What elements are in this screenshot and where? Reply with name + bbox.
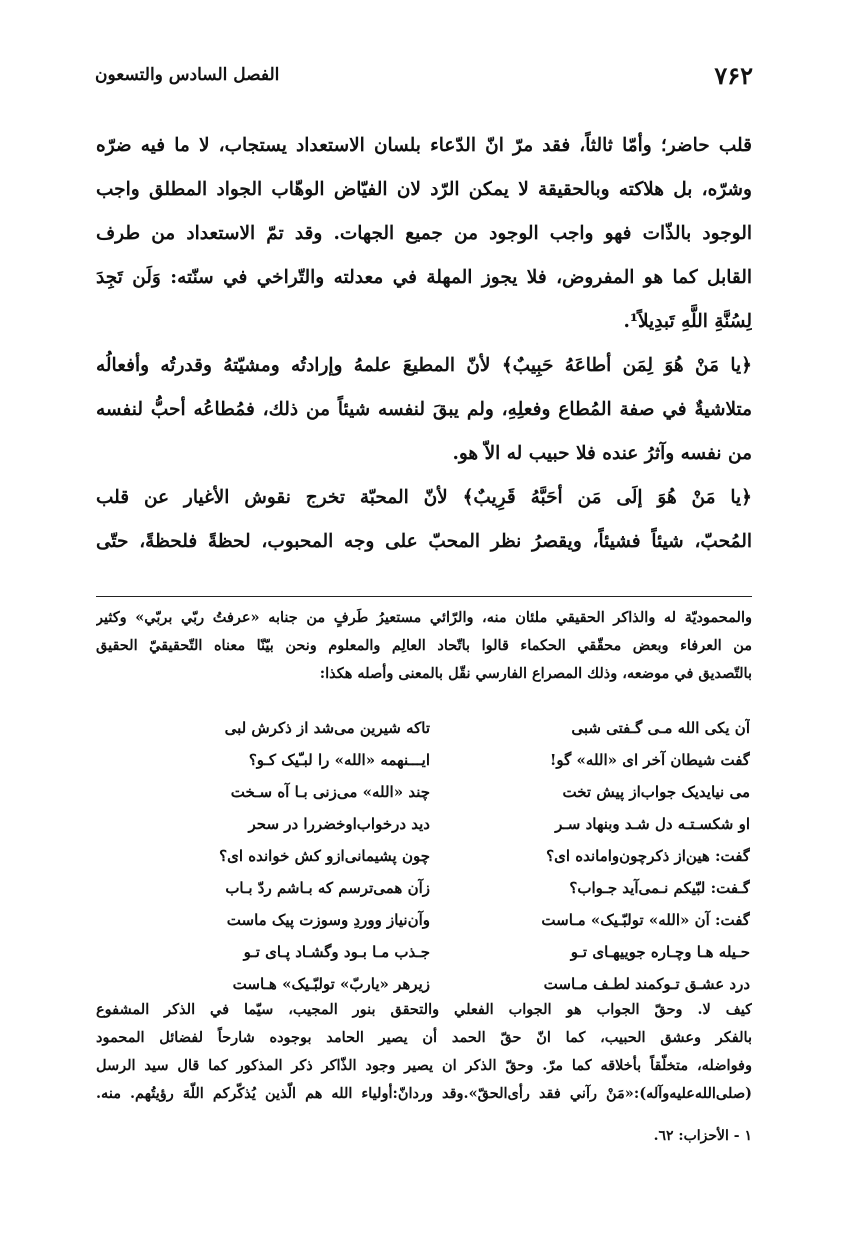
- poem-couplet: [170, 808, 750, 840]
- hemistich-second: دید درخواب‌اوخضر‌را در سحر: [248, 815, 430, 833]
- text-line: ﴿يا مَنْ هُوَ لِمَن أطاعَهُ حَبِيبٌ﴾ لأنّ المطيعَ علمهُ وإرادتُه ومشيّتهُ وقدرتُه وأفعالُه: [96, 355, 752, 376]
- text-line: قلب حاضر؛ وأمّا ثالثاً، فقد مرّ انّ الدّعاء بلسان الاستعداد يستجاب، لا ما فيه ضرّه: [96, 135, 752, 156]
- text-line: المُحبّ، شيئاً فشيئاً، ويقصرُ نظر المحبّ على وجه المحبوب، لحظةً فلحظةً، حتّى: [96, 531, 752, 552]
- page-number: ۷۶۲: [714, 60, 753, 90]
- poem-couplet: [170, 936, 750, 968]
- page-header: [95, 58, 753, 92]
- note-line: وفواضله، متخلّقاً بأخلاقه كما مرّ. وحقّ الذكر ان يصير وجود الذّاكر ذكر المذكور كما قال سيد الرسل: [96, 1057, 752, 1074]
- hemistich-second: تاکه شیرین می‌شد از ذکرش لبی: [224, 719, 430, 737]
- hemistich-first: درد عشـق تـوکمند لطـف مـاست: [543, 975, 750, 993]
- note-line: (صلى‌الله‌عليه‌وآله):«مَنْ رآني فقد رأى‌الحقّ».وقد وردانّ:أولياء الله هم الّذين يُذكّركم اللّهَ رؤيتُهم. منه.: [96, 1085, 752, 1102]
- hemistich-first: گفت: هین‌از ذکرچون‌وامانده ای؟: [546, 847, 750, 865]
- hemistich-second: چون پشیمانی‌ازو کش خوانده ای؟: [219, 847, 430, 865]
- hemistich-first: می نیایدیک جواب‌از پیش تخت: [562, 783, 750, 801]
- poem-couplet: [170, 744, 750, 776]
- poem-couplet: [170, 712, 750, 744]
- hemistich-second: زآن همی‌ترسم که بـاشم ردّ بـاب: [225, 879, 430, 897]
- text-line: القابل كما هو المفروض، فلا يجوز المهلة في معدلته والتّراخي في سنّته: وَلَن تَجِدَ: [96, 267, 752, 288]
- note-line: كيف لا. وحقّ الجواب هو الجواب الفعلي والتحقق بنور المجيب، سيّما في الذكر المشفوع: [96, 1001, 752, 1018]
- hemistich-second: چند «الله» می‌زنی بـا آه سـخت: [230, 783, 430, 801]
- hemistich-second: ایـــنهمه «الله» را لبـّیک کـو؟: [248, 751, 430, 769]
- note-line: والمحموديّة له والذاكر الحقيقي ملئان منه، والرّائي مستعيرُ طَرفٍ من جنابه «عرفتُ ربّي بربّي» وكثير: [96, 609, 752, 626]
- text-line: لِسُنَّةِ اللَّهِ تَبدِيلاً¹.: [623, 311, 752, 332]
- footnote-divider: [96, 596, 752, 597]
- main-text: [96, 124, 752, 564]
- note-line: بالفكر وعشق الحبيب، كما انّ حقّ الحمد أن يصير الحامد بوجوده شارحاً لفضائل المحمود: [96, 1029, 752, 1046]
- hemistich-first: او شکسـتـه دل شـد وبنهاد سـر: [555, 815, 750, 833]
- poem-couplet: [170, 840, 750, 872]
- hemistich-first: آن یکی الله مـی گـفتی شبی: [571, 719, 750, 737]
- note-line: بالتّصديق في موضعه، وذلك المصراع الفارسي نقّل بالمعنى وأصله هكذا:: [319, 665, 752, 682]
- poem-couplet: [170, 776, 750, 808]
- poem-couplet: [170, 904, 750, 936]
- note-line: من العرفاء وبعض محقّقي الحكماء قالوا باتّحاد العالِم والمعلوم ونحن بيّنّا معناه التّحقيقيّ الحقيق: [96, 637, 752, 654]
- hemistich-first: گفت شیطان آخر ای «الله» گو!: [549, 751, 750, 769]
- text-line: وشرّه، بل هلاكته وبالحقيقة لا يمكن الرّد لان الفيّاض الوهّاب الجواد المطلق واجب: [96, 179, 752, 200]
- hemistich-second: وآن‌نیاز ووردِ وسوزت پیک ماست: [226, 911, 430, 929]
- chapter-title: الفصل السادس والتسعون: [95, 65, 280, 85]
- hemistich-first: گـفت: لبّیکم نـمی‌آید جـواب؟: [569, 879, 750, 897]
- hemistich-second: جـذب مـا بـود وگشـاد پـای تـو: [243, 943, 430, 961]
- hemistich-first: گفت: آن «الله» تولبّـیک» مـاست: [541, 911, 750, 929]
- text-line: متلاشيةٌ في صفة المُطاع وفعلِهِ، ولم يبقَ لنفسه شيئاً من ذلك، فمُطاعُه أحبُّ لنفسه: [96, 399, 752, 420]
- notes-top: [96, 604, 752, 688]
- footnote: ١ - الأحزاب: ٦٢.: [653, 1128, 752, 1144]
- hemistich-second: زیرهر «یاربّ» تولبّـیک» هـاست: [232, 975, 430, 993]
- notes-bottom: [96, 996, 752, 1108]
- text-line: من نفسه وآثرُ عنده فلا حبيب له الاّ هو.: [452, 443, 752, 464]
- text-line: ﴿يا مَنْ هُوَ إلَى مَن أحَبَّهُ قَرِيبٌ﴾ لأنّ المحبّة تخرج نقوش الأغيار عن قلب: [96, 487, 752, 508]
- text-line: الوجود بالذّات فهو واجب الوجود من جميع الجهات. وقد تمّ الاستعداد من طرف: [96, 223, 752, 244]
- hemistich-first: حـیله هـا وچـاره جوییهـای تـو: [570, 943, 750, 961]
- persian-poem: [170, 712, 750, 1000]
- poem-couplet: [170, 872, 750, 904]
